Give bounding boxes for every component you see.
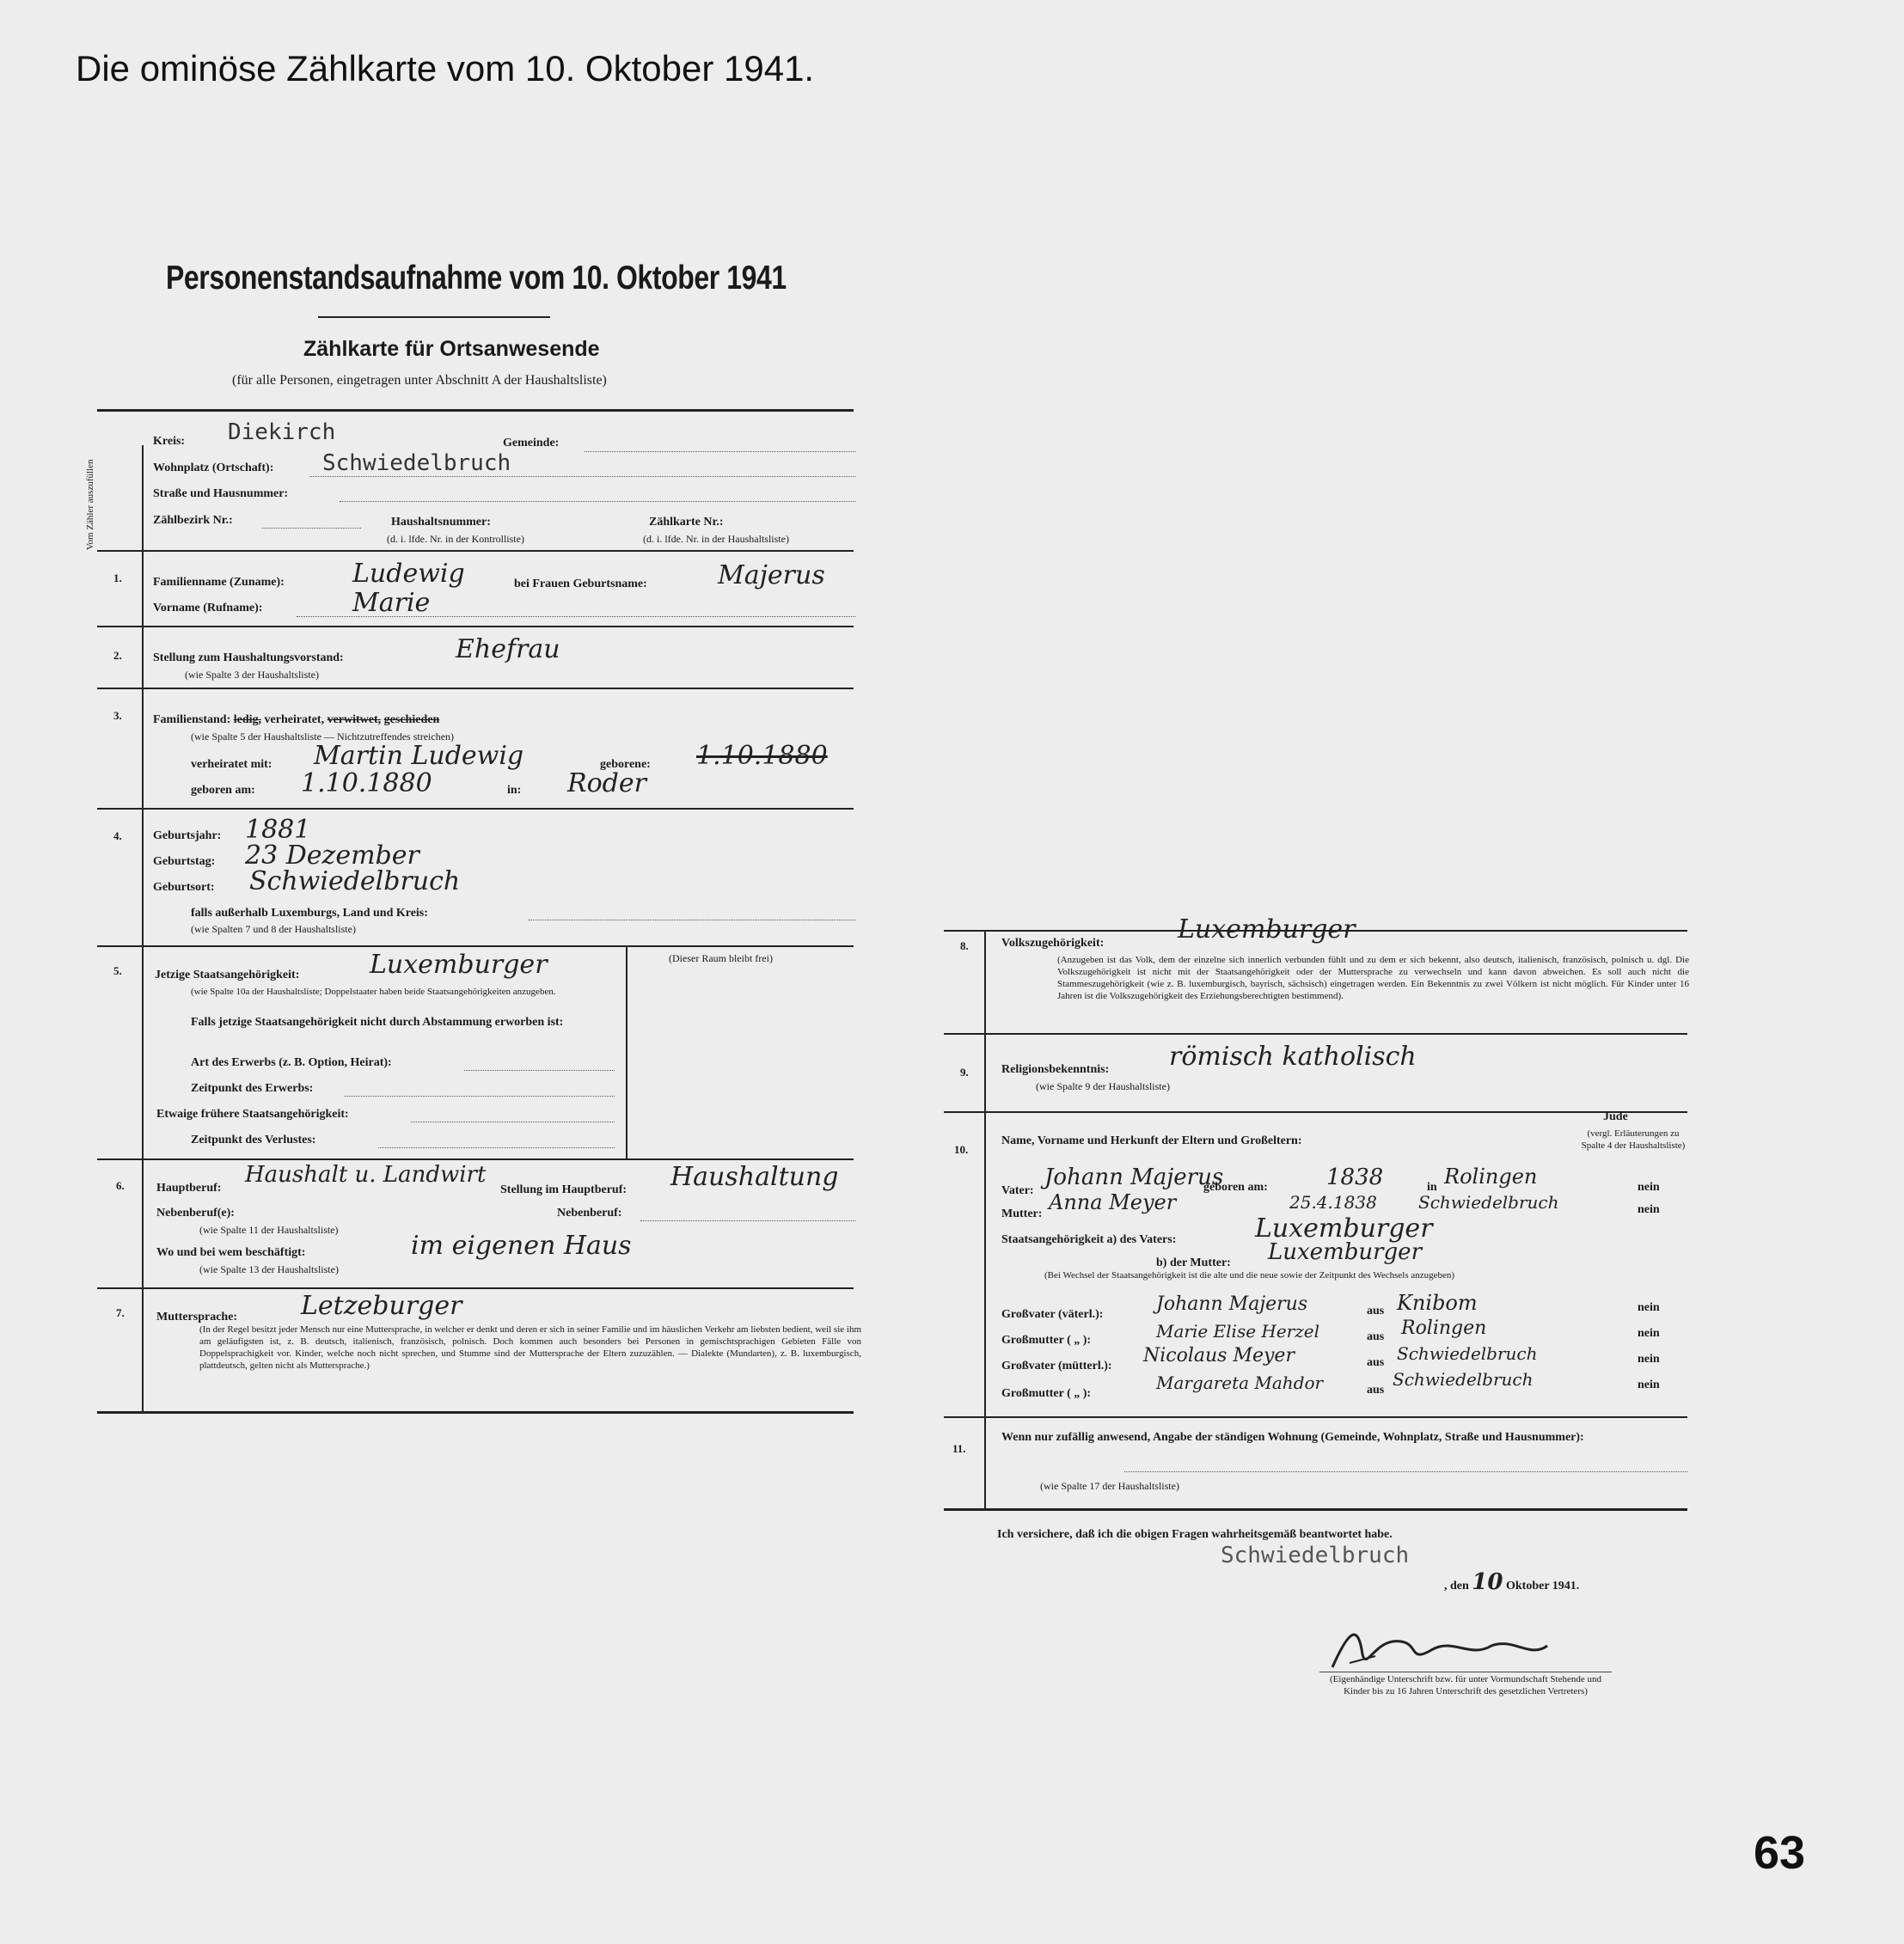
stellung-hauptberuf-value: Haushaltung <box>670 1162 839 1192</box>
grossvater-muetterl-aus: aus <box>1367 1356 1385 1369</box>
geburtsname-label: bei Frauen Geburtsname: <box>514 578 647 590</box>
vorname-value: Marie <box>352 588 431 618</box>
grossvater-muetterl-label: Großvater (mütterl.): <box>1001 1360 1112 1372</box>
form-subnote: (für alle Personen, eingetragen unter Abschnitt A der Haushaltsliste) <box>232 373 607 388</box>
mutter-place: Schwiedelbruch <box>1418 1192 1559 1213</box>
haushaltsnummer-note: (d. i. lfde. Nr. in der Kontrolliste) <box>387 533 524 545</box>
beschaeftigt-label: Wo und bei wem beschäftigt: <box>156 1246 306 1259</box>
geboren-am-value: 1.10.1880 <box>301 768 432 798</box>
grossmutter-vaeterl-jude: nein <box>1638 1327 1660 1340</box>
grossvater-vaeterl-place: Knibom <box>1397 1291 1478 1315</box>
grossvater-vaeterl-jude: nein <box>1638 1301 1660 1314</box>
verheiratet-value: Martin Ludewig <box>314 741 524 771</box>
grossmutter-vaeterl-label: Großmutter ( „ ): <box>1001 1334 1092 1347</box>
volkszugehoerigkeit-label: Volkszugehörigkeit: <box>1001 937 1105 950</box>
section-9-rule <box>944 1111 1687 1113</box>
religion-label: Religionsbekenntnis: <box>1001 1063 1110 1076</box>
grossmutter-muetterl-jude: nein <box>1638 1379 1660 1391</box>
verlust-line <box>378 1147 615 1148</box>
verheiratet-label: verheiratet mit: <box>191 758 272 771</box>
section-2-number: 2. <box>113 649 122 662</box>
page-caption: Die ominöse Zählkarte vom 10. Oktober 1941. <box>76 48 815 89</box>
wohnplatz-label: Wohnplatz (Ortschaft): <box>153 462 274 474</box>
vater-date: 1838 <box>1326 1165 1384 1190</box>
grossmutter-muetterl-place: Schwiedelbruch <box>1393 1369 1534 1390</box>
side-label: Vom Zähler auszufüllen <box>85 459 95 550</box>
mutter-value: Anna Meyer <box>1049 1190 1177 1214</box>
section-9-number: 9. <box>960 1066 969 1079</box>
wohnung-line <box>1124 1471 1687 1472</box>
section-5-divider <box>626 945 628 1158</box>
fruehere-label: Etwaige frühere Staatsangehörigkeit: <box>156 1108 349 1121</box>
geburtsname-value: Majerus <box>718 560 825 590</box>
familienname-value: Ludewig <box>352 559 465 589</box>
section-4-rule <box>97 945 854 947</box>
wohnung-label: Wenn nur zufällig anwesend, Angabe der ständigen Wohnung (Gemeinde, Wohnplatz, Straße und Hausnummer): <box>1001 1431 1584 1444</box>
zaehlkarte-label: Zählkarte Nr.: <box>649 516 724 529</box>
mutter-jude-answer: nein <box>1638 1203 1660 1216</box>
strasse-line <box>340 501 855 502</box>
section-5-rule <box>97 1158 854 1160</box>
form-title: Personenstandsaufnahme vom 10. Oktober 1941 <box>166 260 787 296</box>
staat-mutter-value: Luxemburger <box>1268 1239 1422 1265</box>
section-10-number: 10. <box>954 1143 969 1156</box>
volkszugehoerigkeit-value: Luxemburger <box>1178 914 1356 944</box>
kreis-label: Kreis: <box>153 435 186 448</box>
staatsangehoerigkeit-value: Luxemburger <box>370 950 548 980</box>
grossmutter-muetterl-label: Großmutter ( „ ): <box>1001 1387 1092 1400</box>
zaehlbezirk-line <box>262 528 361 529</box>
beschaeftigt-value: im eigenen Haus <box>411 1231 632 1261</box>
jude-note: (vergl. Erläuterungen zu Spalte 4 der Haushaltsliste) <box>1581 1128 1686 1151</box>
geburtsort-value: Schwiedelbruch <box>249 866 461 896</box>
familienstand-label <box>153 713 439 727</box>
vorname-label: Vorname (Rufname): <box>153 602 263 614</box>
grossmutter-vaeterl-place: Rolingen <box>1401 1317 1487 1339</box>
nebenberuf-label: Nebenberuf(e): <box>156 1207 235 1220</box>
erwerb-question: Falls jetzige Staatsangehörigkeit nicht durch Abstammung erworben ist: <box>191 1016 564 1029</box>
grossmutter-vaeterl-aus: aus <box>1367 1330 1385 1343</box>
left-top-rule <box>97 409 854 412</box>
page-number: 63 <box>1754 1827 1806 1879</box>
staat-vater-label: Staatsangehörigkeit a) des Vaters: <box>1001 1233 1177 1246</box>
familienname-label: Familienname (Zuname): <box>153 576 285 589</box>
geboren-am-label: geboren am: <box>191 784 255 797</box>
muttersprache-text: (In der Regel besitzt jeder Mensch nur eine Muttersprache, in welcher er denkt und deren er sich in seiner Familie und im häuslichen Verkehr am liebsten bedient, weil sie ihm am geläufigsten ist, z. B. deutsch, italienisch, französisch, polnisch. Doch kommen auch besonders bei Personen in gemischtsprachigen Gebieten Fälle von Doppelsprachigkeit vor. Kinder, welche noch nicht sprechen, und Stumme sind der Muttersprache der Eltern zuzuzählen. — Dialekte (Mundarten), z. B. luxemburgisch, plattdeutsch, gelten nicht als Muttersprache.) <box>199 1324 861 1371</box>
geburtsjahr-value: 1881 <box>245 815 311 845</box>
religion-value: römisch katholisch <box>1169 1042 1417 1072</box>
title-divider <box>318 316 550 318</box>
stellung-value: Ehefrau <box>456 634 560 664</box>
vater-value: Johann Majerus <box>1044 1165 1224 1190</box>
wohnplatz-value: Schwiedelbruch <box>322 450 511 476</box>
mutter-date: 25.4.1838 <box>1289 1192 1377 1213</box>
vater-label: Vater: <box>1001 1184 1034 1197</box>
familienstand-label-text: Familienstand: <box>153 713 231 726</box>
zeitpunkt-erwerb-line <box>344 1096 615 1097</box>
geburt-note: (wie Spalten 7 und 8 der Haushaltsliste) <box>191 923 356 935</box>
volkszugehoerigkeit-text: (Anzugeben ist das Volk, dem der einzelne sich innerlich verbunden fühlt und zu dem er sich bekennt, also deutsch, italienisch, französisch, polnisch u. dgl. Die Volkszugehörigkeit ist nicht mit der Staatsangehörigkeit oder der Muttersprache zu verwechseln und kann davon abweichen. Es soll auch nicht die Stammeszugehörigkeit (wie z. B. luxemburgisch, bayrisch, sächsisch) eingetragen werden. Ein Bekenntnis zu zwei Völkern ist nicht möglich. Für Kinder unter 16 Jahren ist die Volkszugehörigkeit des Erziehungsberechtigten bestimmend). <box>1057 955 1689 1001</box>
stellung-hauptberuf-label: Stellung im Hauptberuf: <box>500 1183 628 1196</box>
vorname-line <box>297 616 855 617</box>
eltern-label: Name, Vorname und Herkunft der Eltern und Großeltern: <box>1001 1134 1302 1147</box>
beschaeftigt-note: (wie Spalte 13 der Haushaltsliste) <box>199 1263 339 1275</box>
left-bottom-rule <box>97 1411 854 1414</box>
geburtsort-label: Geburtsort: <box>153 881 215 894</box>
header-bottom-rule <box>97 550 854 552</box>
nebenberuf-note: (wie Spalte 11 der Haushaltsliste) <box>199 1224 339 1236</box>
art-erwerb-label: Art des Erwerbs (z. B. Option, Heirat): <box>191 1056 392 1069</box>
familienstand-option-geschieden: geschieden <box>383 713 440 726</box>
footer-place-stamp: Schwiedelbruch <box>1221 1543 1410 1568</box>
grossvater-muetterl-jude: nein <box>1638 1353 1660 1366</box>
nebenberuf-line <box>640 1220 855 1221</box>
section-3-rule <box>97 808 854 810</box>
geburtsjahr-label: Geburtsjahr: <box>153 829 222 842</box>
familienstand-option-ledig: ledig, <box>233 713 262 726</box>
staat-mutter-label: b) der Mutter: <box>1156 1256 1231 1269</box>
in-label: in: <box>507 784 522 797</box>
staatsangehoerigkeit-note: (wie Spalte 10a der Haushaltsliste; Doppelstaater haben beide Staatsangehörigkeiten anzugeben. <box>191 987 556 997</box>
hauptberuf-label: Hauptberuf: <box>156 1182 222 1195</box>
gemeinde-label: Gemeinde: <box>503 437 560 449</box>
vater-geboren-label: geboren am: <box>1203 1181 1268 1194</box>
footer-date-suffix: Oktober 1941. <box>1505 1580 1580 1592</box>
signature-note: (Eigenhändige Unterschrift bzw. für unter Vormundschaft Stehende und Kinder bis zu 16 Jahren Unterschrift des gesetzlichen Vertreters) <box>1330 1674 1601 1696</box>
zeitpunkt-erwerb-label: Zeitpunkt des Erwerbs: <box>191 1082 314 1095</box>
section-8-number: 8. <box>960 939 969 952</box>
staat-vater-value: Luxemburger <box>1255 1213 1433 1244</box>
section-4-number: 4. <box>113 829 122 842</box>
section-10-rule <box>944 1416 1687 1418</box>
footer-den: , den <box>1444 1580 1469 1592</box>
mutter-label: Mutter: <box>1001 1207 1043 1220</box>
jude-label: Jude <box>1603 1110 1628 1123</box>
section-1-number: 1. <box>113 572 122 584</box>
grossvater-vaeterl-value: Johann Majerus <box>1156 1293 1308 1315</box>
vater-in-label: in <box>1427 1181 1437 1194</box>
right-bottom-rule <box>944 1508 1687 1511</box>
grossvater-vaeterl-label: Großvater (väterl.): <box>1001 1308 1104 1321</box>
stellung-note: (wie Spalte 3 der Haushaltsliste) <box>185 669 319 681</box>
versicherung-text: Ich versichere, daß ich die obigen Fragen wahrheitsgemäß beantwortet habe. <box>997 1528 1393 1541</box>
in-value: Roder <box>567 768 646 798</box>
section-3-number: 3. <box>113 709 122 722</box>
staat-note: (Bei Wechsel der Staatsangehörigkeit ist die alte und die neue sowie der Zeitpunkt des Wechsels anzugeben) <box>1044 1270 1455 1281</box>
wohnplatz-line <box>309 476 855 477</box>
verlust-label: Zeitpunkt des Verlustes: <box>191 1134 316 1146</box>
geburtstag-label: Geburtstag: <box>153 855 216 868</box>
zaehlbezirk-label: Zählbezirk Nr.: <box>153 514 233 527</box>
stellung-label: Stellung zum Haushaltungsvorstand: <box>153 651 344 664</box>
right-number-column-rule <box>984 930 986 1508</box>
footer-day: 10 <box>1472 1569 1503 1595</box>
haushaltsnummer-label: Haushaltsnummer: <box>391 516 491 529</box>
grossmutter-muetterl-aus: aus <box>1367 1384 1385 1397</box>
section-11-number: 11. <box>952 1442 966 1455</box>
hauptberuf-value: Haushalt u. Landwirt <box>245 1162 487 1188</box>
religion-note: (wie Spalte 9 der Haushaltsliste) <box>1036 1080 1170 1092</box>
nebenberuf2-label: Nebenberuf: <box>557 1207 622 1220</box>
kreis-value: Diekirch <box>228 419 336 445</box>
muttersprache-value: Letzeburger <box>301 1291 462 1321</box>
geborene-label: geborene: <box>600 758 651 771</box>
familienstand-option-verheiratet: verheiratet, <box>264 713 325 726</box>
grossvater-muetterl-value: Nicolaus Meyer <box>1143 1345 1295 1366</box>
muttersprache-label: Muttersprache: <box>156 1311 238 1324</box>
falls-ausserhalb-label: falls außerhalb Luxemburgs, Land und Kreis: <box>191 907 428 920</box>
section-2-rule <box>97 688 854 689</box>
vater-place: Rolingen <box>1444 1165 1538 1189</box>
grossmutter-vaeterl-value: Marie Elise Herzel <box>1156 1321 1320 1342</box>
art-erwerb-line <box>464 1070 615 1071</box>
geborene-value: 1.10.1880 <box>696 741 828 771</box>
section-8-rule <box>944 1033 1687 1035</box>
strasse-label: Straße und Hausnummer: <box>153 487 289 500</box>
section-6-rule <box>97 1287 854 1289</box>
left-number-column-rule <box>142 445 144 1412</box>
section-5-number: 5. <box>113 964 122 977</box>
grossmutter-muetterl-value: Margareta Mahdor <box>1156 1372 1324 1393</box>
form-subtitle: Zählkarte für Ortsanwesende <box>303 337 600 361</box>
grossvater-muetterl-place: Schwiedelbruch <box>1397 1343 1538 1364</box>
wohnung-note: (wie Spalte 17 der Haushaltsliste) <box>1040 1480 1179 1492</box>
grossvater-vaeterl-aus: aus <box>1367 1305 1385 1317</box>
vater-jude-answer: nein <box>1638 1181 1660 1194</box>
zaehlkarte-note: (d. i. lfde. Nr. in der Haushaltsliste) <box>643 533 789 545</box>
gemeinde-line <box>585 451 855 452</box>
section-6-number: 6. <box>116 1179 125 1192</box>
frei-note: (Dieser Raum bleibt frei) <box>669 952 773 964</box>
familienstand-option-verwitwet: verwitwet, <box>327 713 382 726</box>
section-1-rule <box>97 626 854 627</box>
familienstand-note: (wie Spalte 5 der Haushaltsliste — Nichtzutreffendes streichen) <box>191 731 455 743</box>
staatsangehoerigkeit-label: Jetzige Staatsangehörigkeit: <box>155 969 300 981</box>
section-7-number: 7. <box>116 1306 125 1319</box>
geburtstag-value: 23 Dezember <box>245 841 419 871</box>
